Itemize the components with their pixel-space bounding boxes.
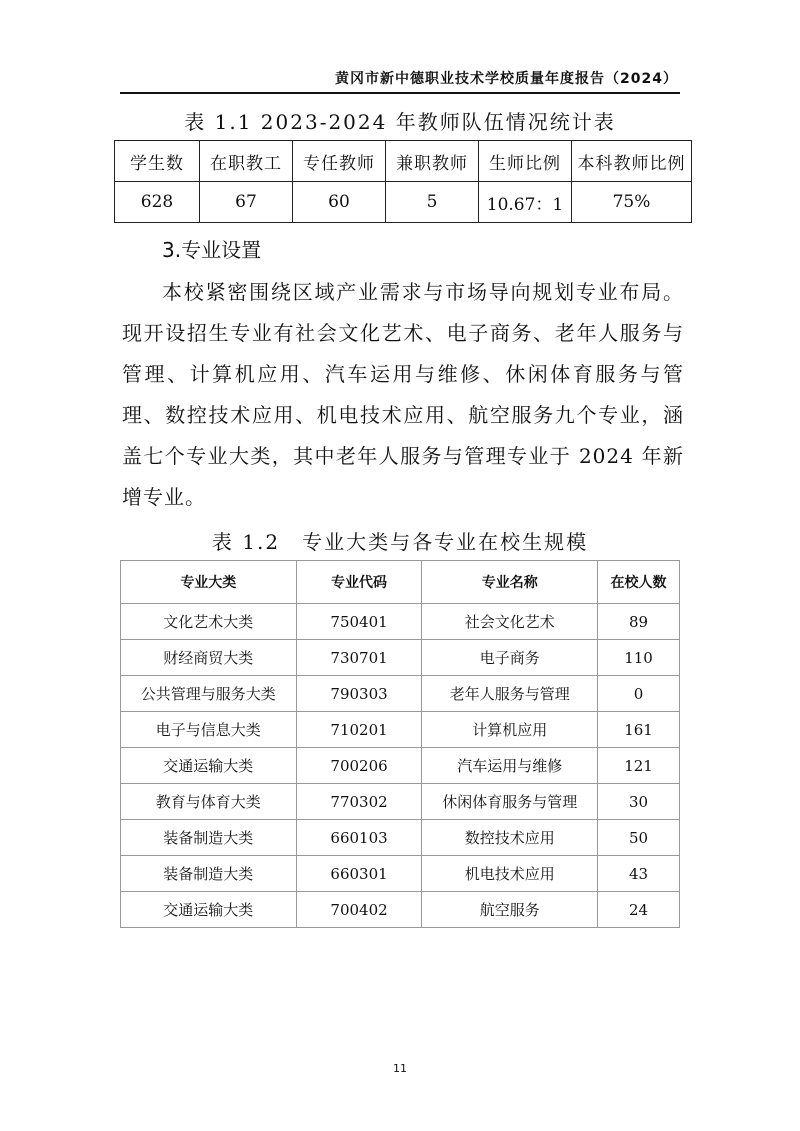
table-row [121,712,680,748]
table-cell: 数控技术应用 [422,820,598,856]
section-heading: 3.专业设置 [162,238,262,262]
header-cell: 在职教工 [200,141,293,182]
body-paragraph: 本校紧密围绕区域产业需求与市场导向规划专业布局。现开设招生专业有社会文化艺术、电子商务、老年人服务与管理、计算机应用、汽车运用与维修、休闲体育服务与管理、数控技术应用、机电技术应用、航空服务九个专业，涵盖七个专业大类，其中老年人服务与管理专业于 2024 年新增专业。 [122,280,684,509]
table-cell: 机电技术应用 [422,856,598,892]
table-cell: 110 [598,640,680,676]
table-cell: 24 [598,892,680,928]
report-header-title: 黄冈市新中德职业技术学校质量年度报告（2024） [335,71,678,87]
table-cell: 660103 [296,820,422,856]
table-cell: 装备制造大类 [121,856,297,892]
table-cell: 财经商贸大类 [121,640,297,676]
table2-caption: 表 1.2 专业大类与各专业在校生规模 [211,530,589,554]
table-cell: 装备制造大类 [121,820,297,856]
table-cell: 30 [598,784,680,820]
table-row [121,604,680,640]
table-row [121,856,680,892]
table-cell: 43 [598,856,680,892]
table-cell: 67 [200,182,293,223]
header-cell: 本科教师比例 [572,141,692,182]
table-cell: 121 [598,748,680,784]
teacher-stats-table [114,140,692,223]
table-cell: 730701 [296,640,422,676]
table-cell: 教育与体育大类 [121,784,297,820]
table-cell: 60 [293,182,386,223]
table-cell: 660301 [296,856,422,892]
table-cell: 社会文化艺术 [422,604,598,640]
table-cell: 75% [572,182,692,223]
header-cell: 学生数 [115,141,200,182]
table-row [115,182,692,223]
table-row [121,892,680,928]
table-cell: 休闲体育服务与管理 [422,784,598,820]
page-number: 11 [393,1062,407,1075]
table-cell: 89 [598,604,680,640]
header-cell: 专任教师 [293,141,386,182]
table-cell: 790303 [296,676,422,712]
table-cell: 10.67：1 [479,182,572,223]
table-cell: 航空服务 [422,892,598,928]
table-header-row [115,141,692,182]
header-cell: 专业代码 [296,561,422,604]
header-cell: 生师比例 [479,141,572,182]
table-cell: 汽车运用与维修 [422,748,598,784]
table-cell: 161 [598,712,680,748]
table-cell: 5 [386,182,479,223]
table1-caption: 表 1.1 2023-2024 年教师队伍情况统计表 [184,110,616,134]
table-cell: 50 [598,820,680,856]
table-header-row [121,561,680,604]
table-cell: 628 [115,182,200,223]
table-cell: 交通运输大类 [121,892,297,928]
header-cell: 专业大类 [121,561,297,604]
table-cell: 700206 [296,748,422,784]
table-row [121,676,680,712]
table-cell: 老年人服务与管理 [422,676,598,712]
table-cell: 计算机应用 [422,712,598,748]
table-cell: 700402 [296,892,422,928]
table-cell: 电子与信息大类 [121,712,297,748]
table-cell: 750401 [296,604,422,640]
table-cell: 770302 [296,784,422,820]
header-cell: 兼职教师 [386,141,479,182]
table-cell: 公共管理与服务大类 [121,676,297,712]
table-cell: 文化艺术大类 [121,604,297,640]
major-enrollment-table [120,560,680,928]
table-row [121,820,680,856]
table-row [121,784,680,820]
header-cell: 在校人数 [598,561,680,604]
table-cell: 710201 [296,712,422,748]
table-row [121,748,680,784]
table-cell: 0 [598,676,680,712]
table-cell: 交通运输大类 [121,748,297,784]
header-cell: 专业名称 [422,561,598,604]
table-cell: 电子商务 [422,640,598,676]
table-row [121,640,680,676]
header-divider [120,92,680,94]
